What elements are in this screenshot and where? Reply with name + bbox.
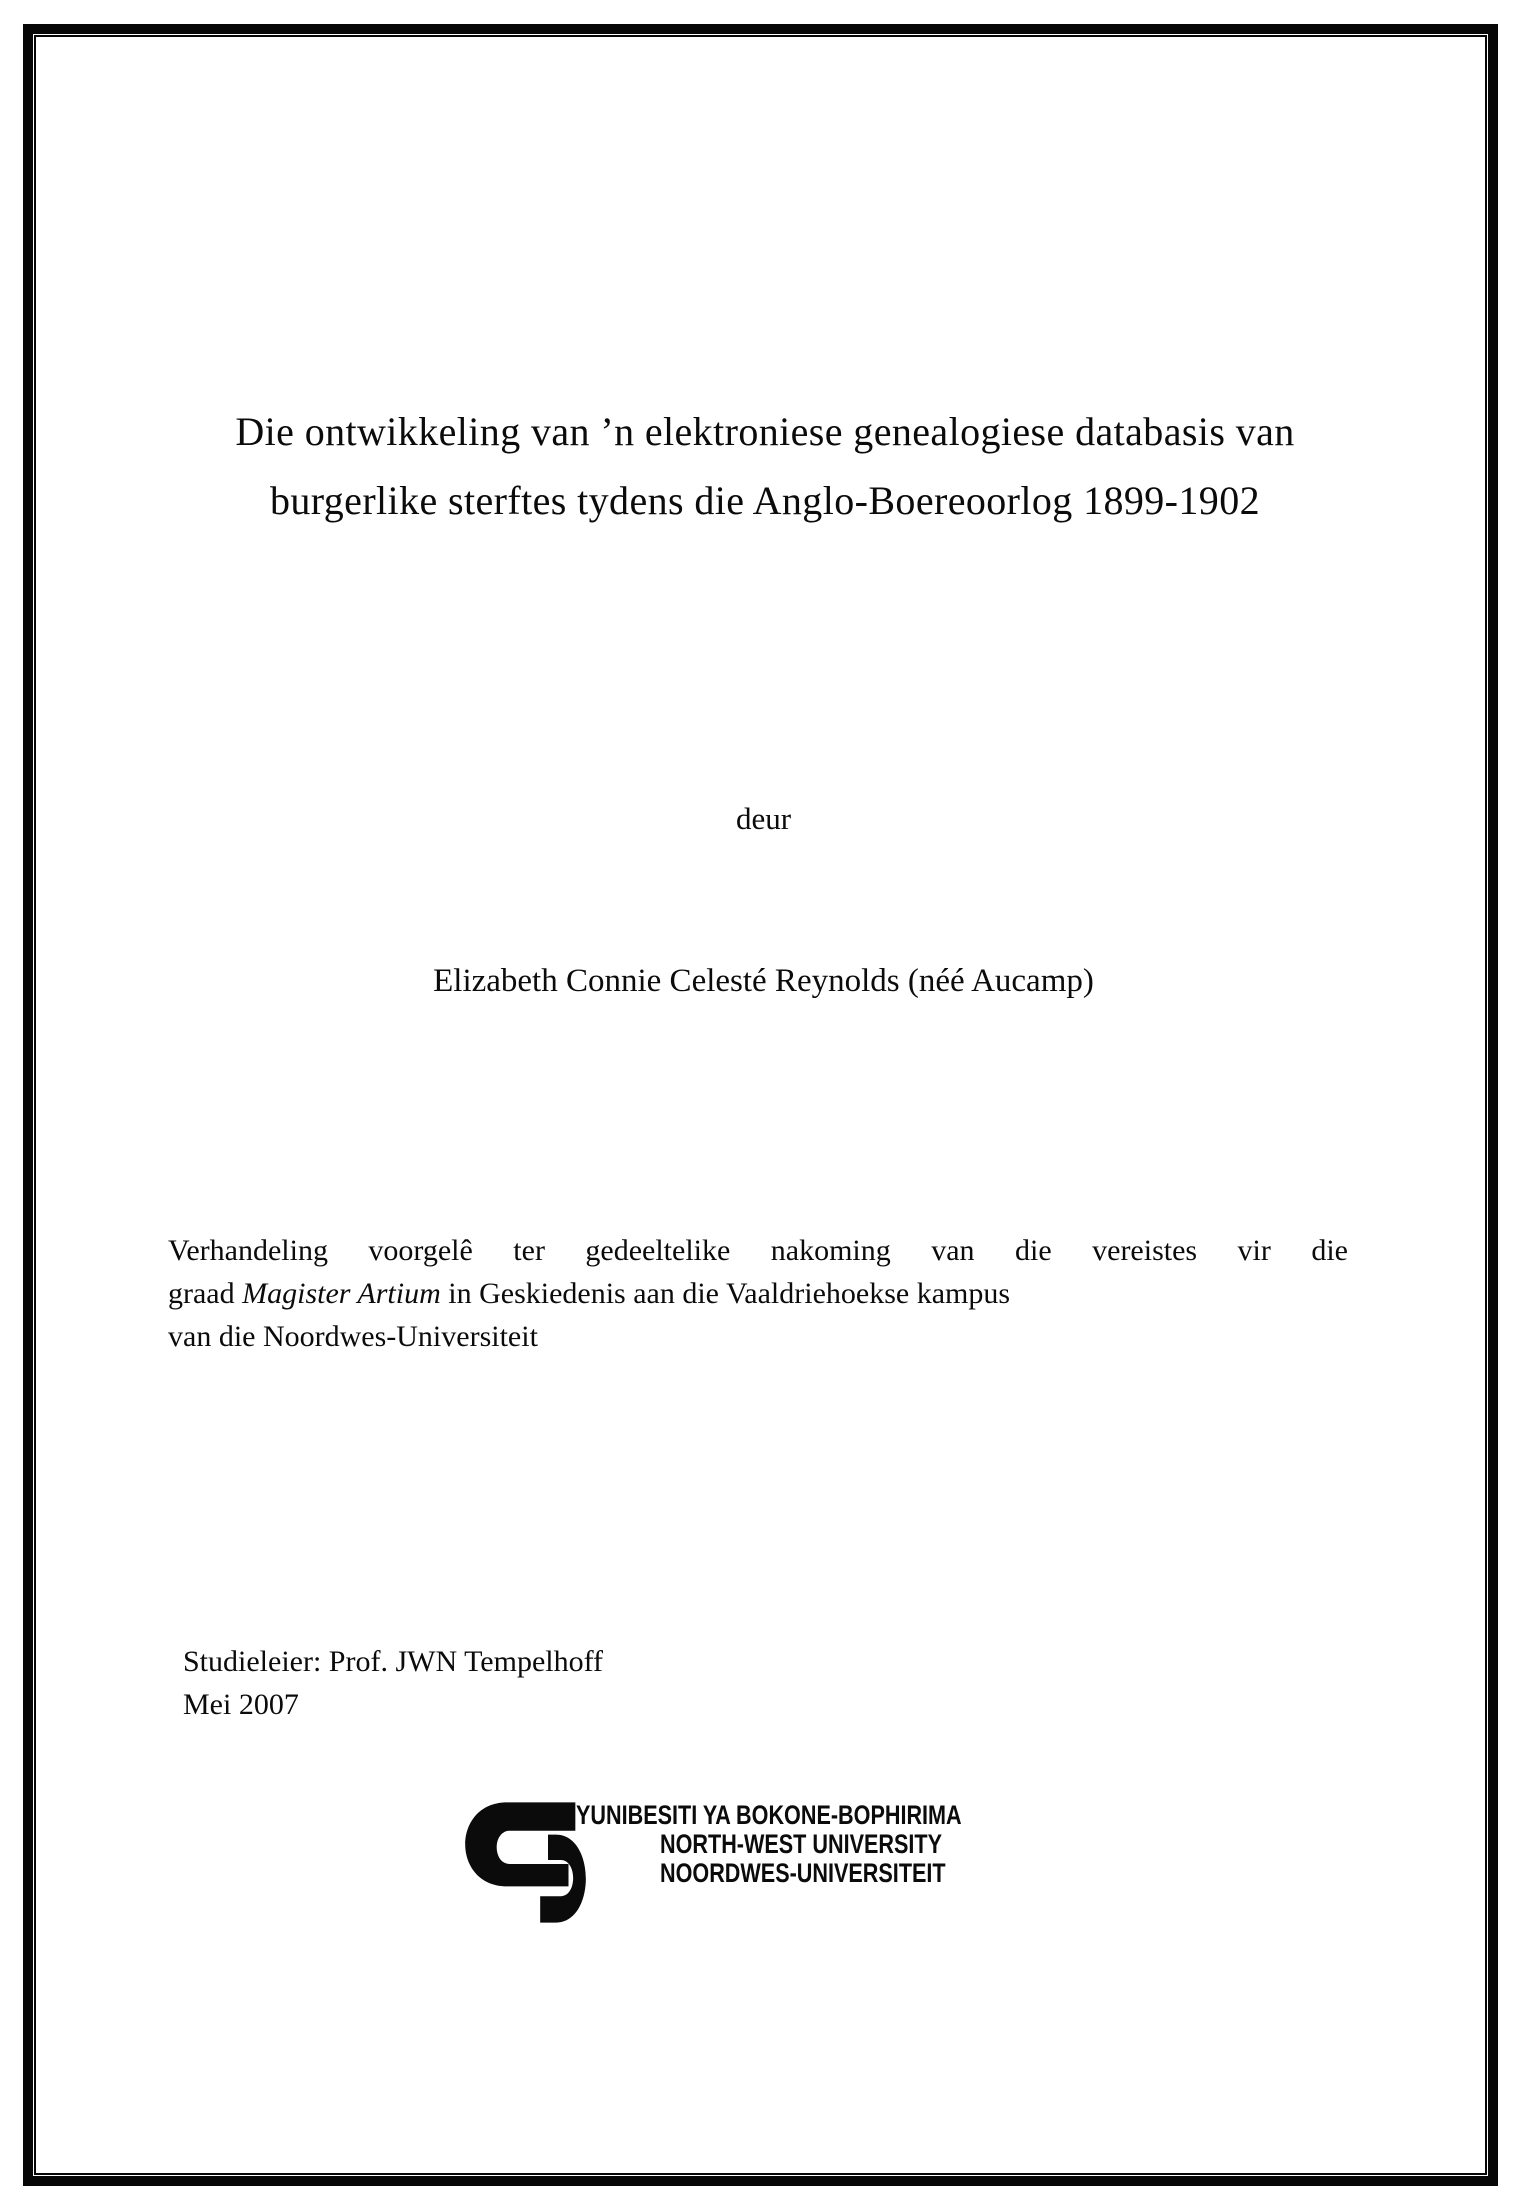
- degree-statement-line-2-suffix: in Geskiedenis aan die Vaaldriehoekse kampus: [440, 1277, 1011, 1310]
- degree-name-italic: Magister Artium: [242, 1277, 441, 1310]
- degree-statement-line-1: Verhandeling voorgelê ter gedeeltelike nakoming van die vereistes vir die: [168, 1234, 1348, 1267]
- thesis-title-line-2: burgerlike sterftes tydens die Anglo-Boereoorlog 1899-1902: [269, 478, 1261, 523]
- degree-statement-line-2-prefix: graad: [168, 1277, 243, 1310]
- degree-statement-line-2: [168, 1272, 1348, 1315]
- degree-statement-line-3: van die Noordwes-Universiteit: [168, 1320, 538, 1353]
- logo-text-afrikaans: NOORDWES-UNIVERSITEIT: [660, 1858, 946, 1888]
- date-line: Mei 2007: [183, 1688, 299, 1721]
- thesis-title-line-1: Die ontwikkeling van ’n elektroniese genealogiese databasis van: [235, 409, 1295, 454]
- supervisor-and-date: [183, 1640, 603, 1726]
- supervisor-line: Studieleier: Prof. JWN Tempelhoff: [183, 1645, 604, 1678]
- degree-statement: [168, 1229, 1348, 1358]
- university-logo-icon: [463, 1799, 590, 1925]
- logo-text-setswana: YUNIBESITI YA BOKONE-BOPHIRIMA: [576, 1800, 962, 1830]
- thesis-title: [90, 397, 1440, 535]
- logo-text-english: NORTH-WEST UNIVERSITY: [660, 1829, 943, 1859]
- byline-label: deur: [735, 801, 792, 836]
- author-name: Elizabeth Connie Celesté Reynolds (néé Aucamp): [433, 963, 1094, 999]
- university-logo-text: [576, 1801, 1196, 1888]
